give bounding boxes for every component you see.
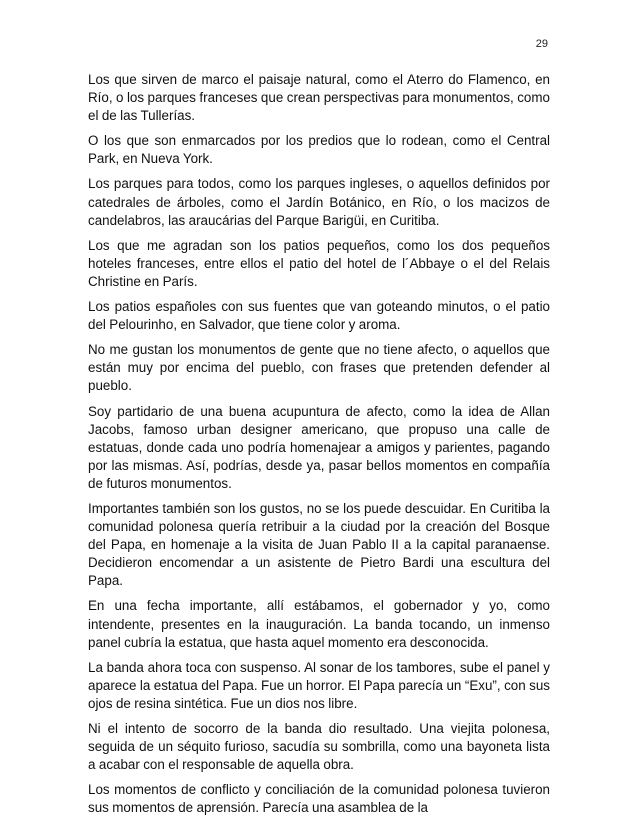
- page-number: 29: [535, 38, 548, 50]
- body-text: [88, 71, 550, 824]
- paragraph: No me gustan los monumentos de gente que no tiene afecto, o aquellos que están muy por encima del pueblo, con frases que pretenden defender al pueblo.: [88, 342, 550, 394]
- paragraph: Ni el intento de socorro de la banda dio resultado. Una viejita polonesa, seguida de un séquito furioso, sacudía su sombrilla, como una bayoneta lista a acabar con el responsable de aquella obra.: [88, 721, 550, 773]
- paragraph: Soy partidario de una buena acupuntura de afecto, como la idea de Allan Jacobs, famoso urban designer americano, que propuso una calle de estatuas, donde cada uno podría homenajear a amigos y parientes, pagando por las mismas. Así, podrías, desde ya, pasar bellos momentos en compañía de futuros monumentos.: [88, 403, 550, 491]
- paragraph: Los patios españoles con sus fuentes que van goteando minutos, o el patio del Pelourinho, en Salvador, que tiene color y aroma.: [88, 299, 550, 333]
- paragraph: La banda ahora toca con suspenso. Al sonar de los tambores, sube el panel y aparece la estatua del Papa. Fue un horror. El Papa parecía un “Exu”, con sus ojos de resina sintética. Fue un dios nos libre.: [88, 659, 550, 711]
- paragraph: Los momentos de conflicto y conciliación de la comunidad polonesa tuvieron sus momentos de aprensión. Parecía una asamblea de la: [88, 782, 550, 816]
- paragraph: O los que son enmarcados por los predios que lo rodean, como el Central Park, en Nueva York.: [88, 133, 550, 167]
- paragraph: En una fecha importante, allí estábamos, el gobernador y yo, como intendente, presentes en la inauguración. La banda tocando, un inmenso panel cubría la estatua, que hasta aquel momento era desconocida.: [88, 598, 550, 650]
- paragraph: Los parques para todos, como los parques ingleses, o aquellos definidos por catedrales de árboles, como el Jardín Botánico, en Río, o los macizos de candelabros, las araucárias del Parque Barigüi, en Curitiba.: [88, 176, 550, 228]
- paragraph: Los que me agradan son los patios pequeños, como los dos pequeños hoteles franceses, entre ellos el patio del hotel de l´Abbaye o el del Relais Christine en París.: [88, 237, 550, 289]
- paragraph: Los que sirven de marco el paisaje natural, como el Aterro do Flamenco, en Río, o los parques franceses que crean perspectivas para monumentos, como el de las Tullerías.: [88, 72, 550, 124]
- paragraph: Importantes también son los gustos, no se los puede descuidar. En Curitiba la comunidad polonesa quería retribuir a la ciudad por la creación del Bosque del Papa, en homenaje a la visita de Juan Pablo II a la capital paranaense. Decidieron encomendar a un asistente de Pietro Bardi una escultura del Papa.: [88, 500, 550, 589]
